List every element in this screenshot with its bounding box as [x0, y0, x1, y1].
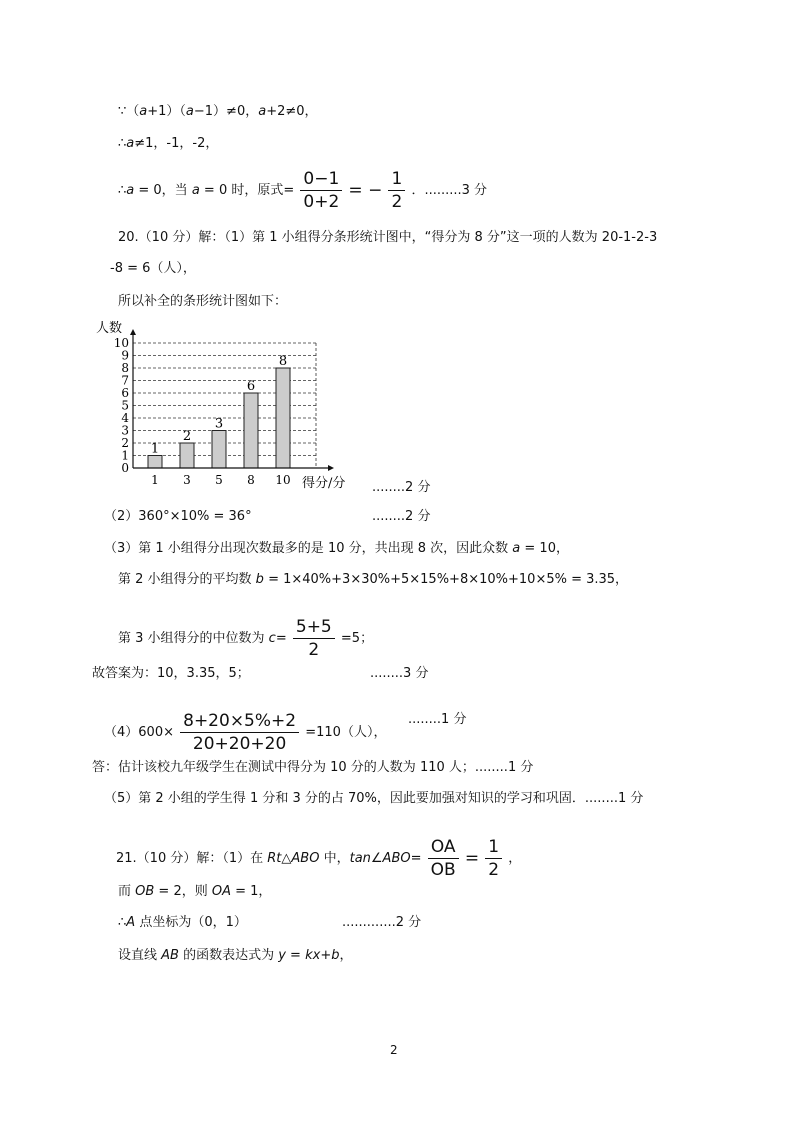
answer-line: 故答案为：10，3.35，5；	[92, 666, 250, 681]
x-tick-label: 5	[215, 473, 223, 487]
bar-chart	[88, 318, 388, 498]
x-tick-label: 3	[183, 473, 191, 487]
bar-data-label: 3	[214, 416, 224, 432]
evaluation-line: ∴a = 0，当 a = 0 时，原式= $\frac{0-1}{0+2}$ = − $\frac{1}{2}$ ．.........3 分	[118, 169, 488, 212]
q21-line-2: 而 OB = 2，则 OA = 1，	[118, 884, 272, 899]
condition-line-1: ∵（a+1）（a−1）≠0，a+2≠0，	[118, 104, 318, 119]
fraction-result: $\frac{1}{2}$	[388, 168, 405, 213]
bar	[276, 368, 290, 468]
answer-score: ........3 分	[370, 666, 429, 681]
median-fraction: $\frac{5+5}{2}$	[293, 616, 335, 661]
x-tick-label: 8	[247, 473, 255, 487]
x-tick-label: 10	[275, 473, 291, 487]
tan-fraction: $\frac{OA}{OB}$	[428, 836, 459, 881]
bar-data-label: 8	[278, 354, 288, 369]
page-number: 2	[390, 1043, 398, 1057]
x-axis-label: 得分/分	[302, 476, 346, 491]
y-axis-label: 人数	[96, 321, 123, 336]
fraction-expression: $\frac{0-1}{0+2}$	[300, 168, 342, 213]
y-tick-label: 1	[121, 448, 129, 463]
part3-line-3: 第 3 小组得分的中位数为 c= $\frac{5+5}{2}$ =5；	[118, 617, 374, 660]
conclusion-line: 答：估计该校九年级学生在测试中得分为 10 分的人数为 110 人；........1 分	[92, 760, 534, 775]
x-axis-arrow	[328, 465, 334, 471]
q20-line-3: 所以补全的条形统计图如下：	[118, 294, 288, 309]
y-tick-label: 0	[121, 461, 129, 475]
y-tick-label: 6	[121, 386, 129, 400]
part4-line: （4）600× $\frac{8+20\times 5\%+2}{20+20+20}$ =110（人），	[104, 711, 387, 754]
y-axis-arrow	[130, 329, 136, 335]
bar	[212, 431, 226, 469]
q21-line-3: ∴A 点坐标为（0，1）	[118, 915, 247, 930]
bar	[180, 443, 194, 468]
bar-data-label: 1	[150, 441, 160, 457]
bar-data-label: 6	[246, 379, 256, 394]
y-tick-label: 7	[121, 373, 129, 388]
bar-data-label: 2	[182, 429, 192, 444]
part5-line: （5）第 2 小组的学生得 1 分和 3 分的占 70%，因此要加强对知识的学习和巩固．........1 分	[104, 791, 644, 806]
condition-line-2: ∴a≠1，-1，-2，	[118, 136, 219, 151]
x-tick-label: 1	[151, 473, 159, 487]
estimate-fraction: $\frac{8+20\times 5\%+2}{20+20+20}$	[180, 710, 299, 755]
q21-line-3-score: .............2 分	[342, 915, 422, 930]
y-tick-label: 5	[121, 398, 129, 413]
part3-line-2: 第 2 小组得分的平均数 b = 1×40%+3×30%+5×15%+8×10%+10×5% = 3.35，	[118, 572, 629, 587]
bar	[244, 393, 258, 468]
y-tick-label: 2	[121, 436, 129, 450]
tan-value-fraction: $\frac{1}{2}$	[485, 836, 502, 881]
q21-line-1: 21.（10 分）解：（1）在 Rt△ABO 中，tan∠ABO= $\frac{OA}{OB}$ = $\frac{1}{2}$ ，	[116, 837, 522, 880]
part4-score: ........1 分	[408, 712, 467, 727]
part2-line: （2）360°×10% = 36°	[104, 509, 252, 524]
y-tick-label: 3	[121, 423, 129, 438]
q20-line-1: 20.（10 分）解：（1）第 1 小组得分条形统计图中，“得分为 8 分”这一项的人数为 20-1-2-3	[118, 230, 658, 245]
q21-line-4: 设直线 AB 的函数表达式为 y = kx+b，	[118, 948, 353, 963]
bar	[148, 456, 162, 469]
part2-score: ........2 分	[372, 509, 431, 524]
q20-line-2: -8 = 6（人），	[110, 261, 196, 276]
y-tick-label: 10	[113, 336, 129, 350]
part3-line-1: （3）第 1 小组得分出现次数最多的是 10 分，共出现 8 次，因此众数 a = 10，	[104, 541, 569, 556]
chart-score: ........2 分	[372, 480, 431, 495]
y-tick-label: 4	[121, 411, 129, 425]
y-tick-label: 8	[121, 361, 129, 375]
y-tick-label: 9	[121, 348, 129, 363]
